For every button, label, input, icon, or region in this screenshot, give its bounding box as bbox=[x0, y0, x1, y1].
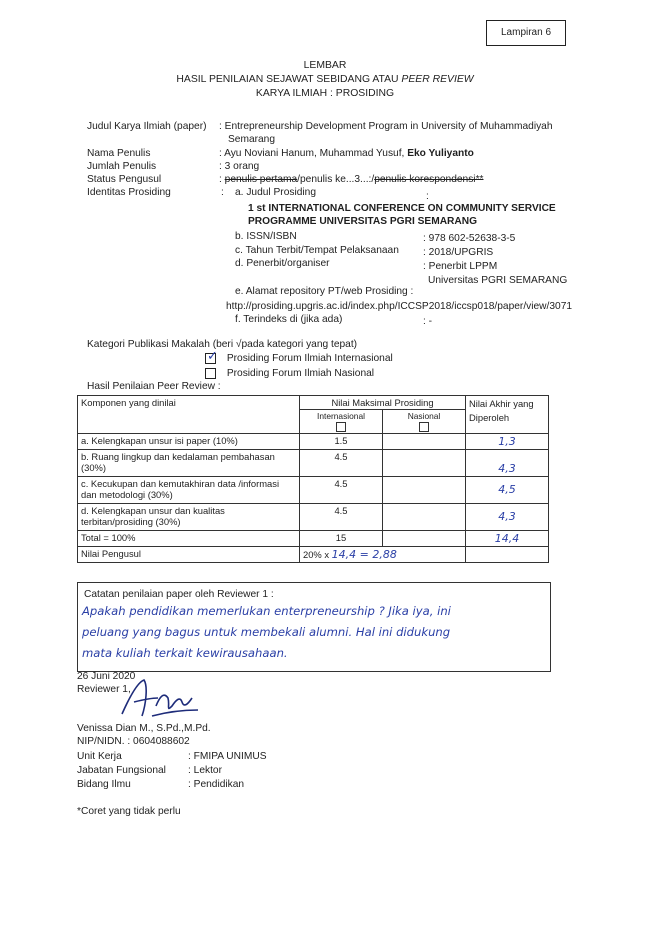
row-score bbox=[466, 433, 549, 449]
penulis-bold: Eko Yuliyanto bbox=[407, 148, 474, 159]
status-colon: : bbox=[219, 174, 225, 185]
judul-label: Judul Karya Ilmiah (paper) bbox=[87, 121, 207, 132]
reviewer-label: Reviewer 1, bbox=[77, 684, 131, 695]
status-value bbox=[219, 174, 484, 185]
b-value: : 978 602-52638-3-5 bbox=[423, 233, 516, 244]
row-label: c. Kecukupan dan kemutakhiran data /informasi dan metodologi (30%) bbox=[78, 476, 300, 503]
identitas-label: Identitas Prosiding bbox=[87, 187, 171, 198]
b-label: b. ISSN/ISBN bbox=[235, 231, 297, 242]
lampiran-box: Lampiran 6 bbox=[486, 20, 566, 46]
kategori-option-1-label: Prosiding Forum Ilmiah Internasional bbox=[226, 353, 393, 365]
a-colon: : bbox=[426, 191, 429, 202]
pengusul-value: 14,4 = 2,88 bbox=[331, 547, 397, 561]
d-value-2: Universitas PGRI SEMARANG bbox=[428, 275, 568, 286]
penulis-label: Nama Penulis bbox=[87, 148, 151, 159]
table-row bbox=[78, 433, 549, 449]
row-label: b. Ruang lingkup dan kedalaman pembahasan (30%) bbox=[78, 449, 300, 476]
status-mid: /penulis ke...3...:/ bbox=[297, 174, 375, 185]
e-label: e. Alamat repository PT/web Prosiding : bbox=[235, 286, 414, 297]
jabatan-value: : Lektor bbox=[188, 765, 222, 776]
checkbox-nasional-icon bbox=[419, 422, 429, 432]
c-value: : 2018/UPGRIS bbox=[423, 247, 494, 258]
header-line2-text: HASIL PENILAIAN SEJAWAT SEBIDANG ATAU bbox=[176, 74, 402, 85]
pengusul-empty bbox=[466, 546, 549, 562]
unit-label: Unit Kerja bbox=[77, 751, 122, 762]
kategori-label: Kategori Publikasi Makalah (beri √pada kategori yang tepat) bbox=[87, 339, 358, 350]
table-row bbox=[78, 449, 549, 476]
penulis-names: : Ayu Noviani Hanum, Muhammad Yusuf, bbox=[219, 148, 408, 159]
identitas-colon: : bbox=[221, 187, 224, 198]
row-nasional bbox=[383, 433, 466, 449]
row-score-value: 4,3 bbox=[498, 510, 516, 524]
th-akhir: Nilai Akhir yang Diperoleh bbox=[466, 396, 549, 434]
jabatan-label: Jabatan Fungsional bbox=[77, 765, 166, 776]
catatan-label: Catatan penilaian paper oleh Reviewer 1 : bbox=[84, 589, 274, 600]
catatan-line-1: Apakah pendidikan memerlukan enterpreneurship ? Jika iya, ini bbox=[82, 604, 451, 618]
status-strike-2: penulis korespondensi** bbox=[374, 174, 484, 185]
pengusul-label: Nilai Pengusul bbox=[78, 546, 300, 562]
total-label: Total = 100% bbox=[78, 530, 300, 546]
pengusul-calc bbox=[300, 546, 466, 562]
f-value: : - bbox=[423, 316, 433, 327]
reviewer-name: Venissa Dian M., S.Pd.,M.Pd. bbox=[77, 723, 211, 734]
judul-value-1: : Entrepreneurship Development Program in University of Muhammadiyah bbox=[219, 121, 553, 132]
header-line3: KARYA ILMIAH : PROSIDING bbox=[255, 88, 395, 99]
bidang-value: : Pendidikan bbox=[188, 779, 245, 790]
kategori-option-2 bbox=[205, 368, 374, 379]
row-nasional bbox=[383, 476, 466, 503]
th-nasional bbox=[383, 410, 466, 434]
header-line2 bbox=[0, 74, 650, 85]
th-komponen: Komponen yang dinilai bbox=[78, 396, 300, 434]
checkbox-empty-icon bbox=[205, 368, 216, 379]
checkbox-checked-icon: ✓ bbox=[207, 348, 218, 363]
e-url: http://prosiding.upgris.ac.id/index.php/ICCSP2018/iccsp018/paper/view/3071 bbox=[226, 301, 573, 312]
catatan-line-2: peluang yang bagus untuk membekali alumni. Hal ini didukung bbox=[82, 625, 451, 639]
total-max: 15 bbox=[300, 530, 383, 546]
c-label: c. Tahun Terbit/Tempat Pelaksanaan bbox=[235, 245, 399, 256]
row-score bbox=[466, 449, 549, 476]
row-score bbox=[466, 476, 549, 503]
reviewer-nip: NIP/NIDN. : 0604088602 bbox=[77, 736, 190, 747]
judul-value-2: Semarang bbox=[228, 134, 276, 145]
row-score bbox=[466, 503, 549, 530]
table-row-pengusul bbox=[78, 546, 549, 562]
row-label: d. Kelengkapan unsur dan kualitas terbitan/prosiding (30%) bbox=[78, 503, 300, 530]
total-score-value: 14,4 bbox=[494, 531, 520, 545]
a-title-1: 1 st INTERNATIONAL CONFERENCE ON COMMUNITY SERVICE bbox=[248, 203, 556, 214]
a-title-2: PROGRAMME UNIVERSITAS PGRI SEMARANG bbox=[248, 216, 478, 227]
kategori-option-2-label: Prosiding Forum Ilmiah Nasional bbox=[226, 368, 375, 380]
row-nasional bbox=[383, 449, 466, 476]
signature-icon bbox=[112, 676, 202, 722]
row-score-value: 4,5 bbox=[498, 483, 516, 497]
table-row bbox=[78, 476, 549, 503]
unit-value: : FMIPA UNIMUS bbox=[188, 751, 267, 762]
row-label: a. Kelengkapan unsur isi paper (10%) bbox=[78, 433, 300, 449]
review-date: 26 Juni 2020 bbox=[77, 671, 136, 682]
d-value-1: : Penerbit LPPM bbox=[423, 261, 498, 272]
footnote: *Coret yang tidak perlu bbox=[77, 806, 181, 817]
catatan-box bbox=[77, 582, 551, 672]
status-label: Status Pengusul bbox=[87, 174, 162, 185]
th-internasional-label: Internasional bbox=[317, 411, 365, 421]
status-strike-1: penulis pertama bbox=[224, 174, 298, 185]
f-label: f. Terindeks di (jika ada) bbox=[235, 314, 343, 325]
th-nilai-max: Nilai Maksimal Prosiding bbox=[300, 396, 466, 410]
header-line1: LEMBAR bbox=[303, 60, 347, 71]
row-score-value: 1,3 bbox=[498, 434, 516, 448]
table-row-total bbox=[78, 530, 549, 546]
total-nasional bbox=[383, 530, 466, 546]
row-nasional bbox=[383, 503, 466, 530]
table-row bbox=[78, 503, 549, 530]
row-max: 1.5 bbox=[300, 433, 383, 449]
jumlah-value: : 3 orang bbox=[219, 161, 260, 172]
d-label: d. Penerbit/organiser bbox=[235, 258, 330, 269]
th-nasional-label: Nasional bbox=[407, 411, 441, 421]
review-table bbox=[77, 395, 549, 563]
hasil-label: Hasil Penilaian Peer Review : bbox=[87, 381, 221, 392]
th-internasional bbox=[300, 410, 383, 434]
kategori-option-1 bbox=[205, 348, 393, 365]
checkbox-internasional-icon bbox=[336, 422, 346, 432]
bidang-label: Bidang Ilmu bbox=[77, 779, 131, 790]
header-line2-em: PEER REVIEW bbox=[401, 74, 474, 85]
catatan-line-3: mata kuliah terkait kewirausahaan. bbox=[82, 646, 288, 660]
row-max: 4.5 bbox=[300, 476, 383, 503]
a-label: a. Judul Prosiding bbox=[235, 187, 316, 198]
row-max: 4.5 bbox=[300, 503, 383, 530]
row-score-value: 4,3 bbox=[498, 461, 516, 475]
penulis-value bbox=[219, 148, 474, 159]
jumlah-label: Jumlah Penulis bbox=[87, 161, 157, 172]
pengusul-prefix: 20% x bbox=[303, 548, 330, 560]
row-max: 4.5 bbox=[300, 449, 383, 476]
total-score bbox=[466, 530, 549, 546]
